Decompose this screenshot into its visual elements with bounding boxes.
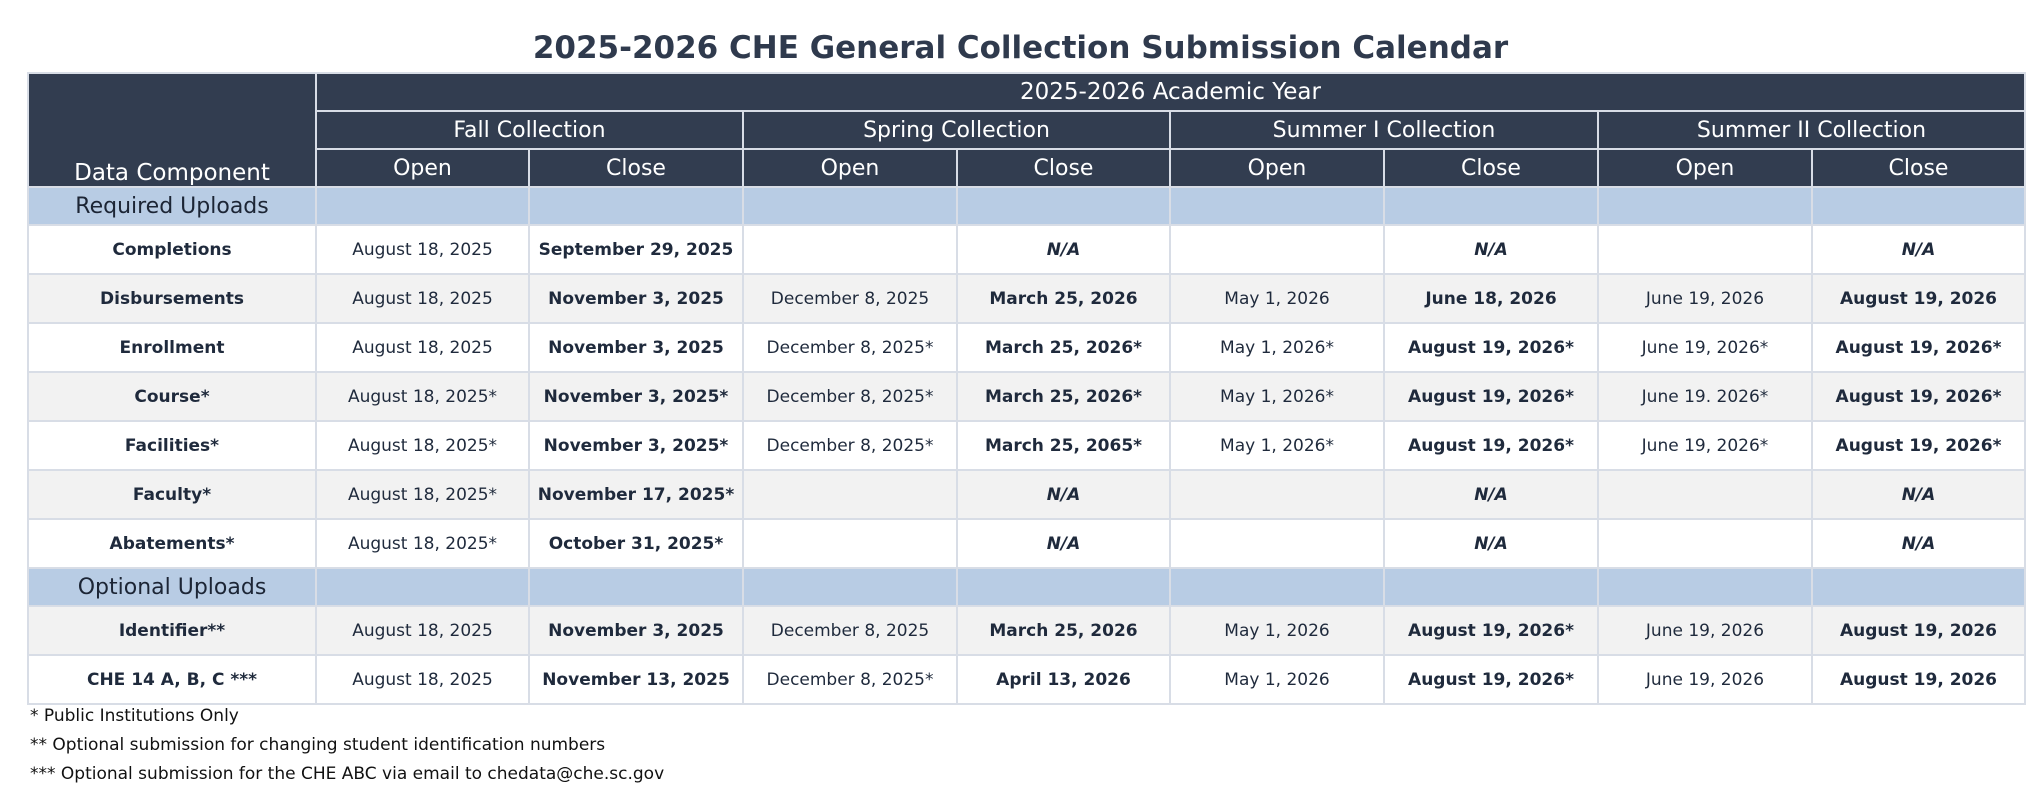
section-cell bbox=[529, 187, 743, 225]
open-date-cell bbox=[1598, 519, 1812, 568]
section-cell bbox=[1170, 187, 1384, 225]
open-date-cell bbox=[743, 519, 957, 568]
open-date-cell: June 19, 2026 bbox=[1598, 655, 1812, 704]
open-date-cell: August 18, 2025* bbox=[316, 470, 529, 519]
summer-1-collection-header: Summer I Collection bbox=[1170, 111, 1598, 149]
open-date-cell: May 1, 2026 bbox=[1170, 274, 1384, 323]
table-row bbox=[28, 655, 2025, 704]
section-cell bbox=[1384, 568, 1598, 606]
close-date-cell: August 19, 2026* bbox=[1812, 323, 2025, 372]
open-date-cell: August 18, 2025 bbox=[316, 606, 529, 655]
academic-year-header: 2025-2026 Academic Year bbox=[316, 73, 2025, 111]
open-date-cell bbox=[743, 470, 957, 519]
section-cell bbox=[1812, 568, 2025, 606]
close-date-cell: N/A bbox=[1384, 225, 1598, 274]
footnotes bbox=[30, 702, 664, 789]
close-date-cell: N/A bbox=[957, 470, 1170, 519]
open-date-cell: May 1, 2026 bbox=[1170, 655, 1384, 704]
close-header: Close bbox=[957, 149, 1170, 187]
section-cell bbox=[1598, 187, 1812, 225]
component-name: Completions bbox=[28, 225, 316, 274]
component-name: Enrollment bbox=[28, 323, 316, 372]
close-date-cell: N/A bbox=[1812, 470, 2025, 519]
close-header: Close bbox=[1812, 149, 2025, 187]
close-date-cell: November 3, 2025* bbox=[529, 421, 743, 470]
close-date-cell: March 25, 2026* bbox=[957, 372, 1170, 421]
open-date-cell: June 19, 2026* bbox=[1598, 421, 1812, 470]
open-date-cell bbox=[1598, 225, 1812, 274]
section-cell bbox=[1598, 568, 1812, 606]
component-name: Faculty* bbox=[28, 470, 316, 519]
open-date-cell: May 1, 2026* bbox=[1170, 421, 1384, 470]
submission-calendar-table bbox=[27, 72, 2026, 705]
open-date-cell bbox=[1598, 470, 1812, 519]
open-date-cell: June 19, 2026 bbox=[1598, 274, 1812, 323]
open-date-cell: May 1, 2026* bbox=[1170, 323, 1384, 372]
summer-2-collection-header: Summer II Collection bbox=[1598, 111, 2025, 149]
footnote: ** Optional submission for changing student identification numbers bbox=[30, 735, 606, 755]
table-row bbox=[28, 606, 2025, 655]
section-cell bbox=[316, 568, 529, 606]
close-date-cell: August 19, 2026* bbox=[1384, 655, 1598, 704]
open-date-cell bbox=[1170, 470, 1384, 519]
section-cell bbox=[1384, 187, 1598, 225]
component-name: Abatements* bbox=[28, 519, 316, 568]
close-date-cell: August 19, 2026* bbox=[1812, 372, 2025, 421]
section-label: Required Uploads bbox=[28, 187, 316, 225]
open-header: Open bbox=[1170, 149, 1384, 187]
component-name: Course* bbox=[28, 372, 316, 421]
section-cell bbox=[316, 187, 529, 225]
open-date-cell: August 18, 2025 bbox=[316, 225, 529, 274]
close-date-cell: N/A bbox=[957, 225, 1170, 274]
table-row bbox=[28, 519, 2025, 568]
table-row bbox=[28, 225, 2025, 274]
close-date-cell: November 3, 2025* bbox=[529, 372, 743, 421]
open-header: Open bbox=[316, 149, 529, 187]
open-date-cell: December 8, 2025* bbox=[743, 655, 957, 704]
component-name: Facilities* bbox=[28, 421, 316, 470]
section-cell bbox=[743, 187, 957, 225]
open-date-cell: December 8, 2025* bbox=[743, 421, 957, 470]
close-date-cell: August 19, 2026* bbox=[1384, 323, 1598, 372]
close-date-cell: April 13, 2026 bbox=[957, 655, 1170, 704]
component-name: CHE 14 A, B, C *** bbox=[28, 655, 316, 704]
close-date-cell: N/A bbox=[1384, 519, 1598, 568]
close-date-cell: August 19, 2026* bbox=[1384, 421, 1598, 470]
open-date-cell: June 19, 2026 bbox=[1598, 606, 1812, 655]
page-title: 2025-2026 CHE General Collection Submission Calendar bbox=[532, 30, 1509, 66]
close-date-cell: N/A bbox=[1812, 519, 2025, 568]
table-row bbox=[28, 421, 2025, 470]
close-date-cell: October 31, 2025* bbox=[529, 519, 743, 568]
close-date-cell: March 25, 2026 bbox=[957, 274, 1170, 323]
open-date-cell bbox=[1170, 519, 1384, 568]
open-date-cell: December 8, 2025* bbox=[743, 323, 957, 372]
open-header: Open bbox=[1598, 149, 1812, 187]
section-cell bbox=[957, 568, 1170, 606]
section-cell bbox=[957, 187, 1170, 225]
open-date-cell: May 1, 2026 bbox=[1170, 606, 1384, 655]
section-cell bbox=[743, 568, 957, 606]
close-date-cell: August 19, 2026 bbox=[1812, 606, 2025, 655]
open-date-cell: June 19, 2026* bbox=[1598, 323, 1812, 372]
close-date-cell: August 19, 2026* bbox=[1812, 421, 2025, 470]
section-label: Optional Uploads bbox=[28, 568, 316, 606]
close-date-cell: March 25, 2026 bbox=[957, 606, 1170, 655]
open-date-cell: December 8, 2025* bbox=[743, 372, 957, 421]
table-row bbox=[28, 323, 2025, 372]
table-row bbox=[28, 372, 2025, 421]
data-component-header: Data Component bbox=[28, 73, 316, 187]
spring-collection-header: Spring Collection bbox=[743, 111, 1170, 149]
footnote: *** Optional submission for the CHE ABC via email to chedata@che.sc.gov bbox=[30, 764, 665, 784]
table-row bbox=[28, 470, 2025, 519]
close-date-cell: November 3, 2025 bbox=[529, 606, 743, 655]
table-row bbox=[28, 274, 2025, 323]
close-date-cell: August 19, 2026* bbox=[1384, 372, 1598, 421]
close-date-cell: November 13, 2025 bbox=[529, 655, 743, 704]
close-date-cell: August 19, 2026* bbox=[1384, 606, 1598, 655]
close-date-cell: N/A bbox=[1384, 470, 1598, 519]
open-date-cell: August 18, 2025 bbox=[316, 323, 529, 372]
open-date-cell: August 18, 2025 bbox=[316, 274, 529, 323]
open-header: Open bbox=[743, 149, 957, 187]
close-date-cell: N/A bbox=[1812, 225, 2025, 274]
open-date-cell bbox=[1170, 225, 1384, 274]
close-date-cell: N/A bbox=[957, 519, 1170, 568]
component-name: Disbursements bbox=[28, 274, 316, 323]
close-date-cell: August 19, 2026 bbox=[1812, 655, 2025, 704]
section-row bbox=[28, 568, 2025, 606]
close-date-cell: September 29, 2025 bbox=[529, 225, 743, 274]
open-date-cell: May 1, 2026* bbox=[1170, 372, 1384, 421]
open-date-cell: December 8, 2025 bbox=[743, 274, 957, 323]
open-date-cell: August 18, 2025* bbox=[316, 519, 529, 568]
close-date-cell: November 3, 2025 bbox=[529, 274, 743, 323]
close-date-cell: November 3, 2025 bbox=[529, 323, 743, 372]
footnote: * Public Institutions Only bbox=[30, 706, 239, 726]
open-date-cell: August 18, 2025* bbox=[316, 421, 529, 470]
section-cell bbox=[1812, 187, 2025, 225]
close-date-cell: March 25, 2026* bbox=[957, 323, 1170, 372]
fall-collection-header: Fall Collection bbox=[316, 111, 743, 149]
component-name: Identifier** bbox=[28, 606, 316, 655]
section-row bbox=[28, 187, 2025, 225]
open-date-cell: December 8, 2025 bbox=[743, 606, 957, 655]
open-date-cell bbox=[743, 225, 957, 274]
open-date-cell: August 18, 2025* bbox=[316, 372, 529, 421]
open-date-cell: June 19. 2026* bbox=[1598, 372, 1812, 421]
close-date-cell: June 18, 2026 bbox=[1384, 274, 1598, 323]
section-cell bbox=[529, 568, 743, 606]
close-header: Close bbox=[1384, 149, 1598, 187]
close-header: Close bbox=[529, 149, 743, 187]
section-cell bbox=[1170, 568, 1384, 606]
open-date-cell: August 18, 2025 bbox=[316, 655, 529, 704]
close-date-cell: August 19, 2026 bbox=[1812, 274, 2025, 323]
close-date-cell: March 25, 2065* bbox=[957, 421, 1170, 470]
close-date-cell: November 17, 2025* bbox=[529, 470, 743, 519]
